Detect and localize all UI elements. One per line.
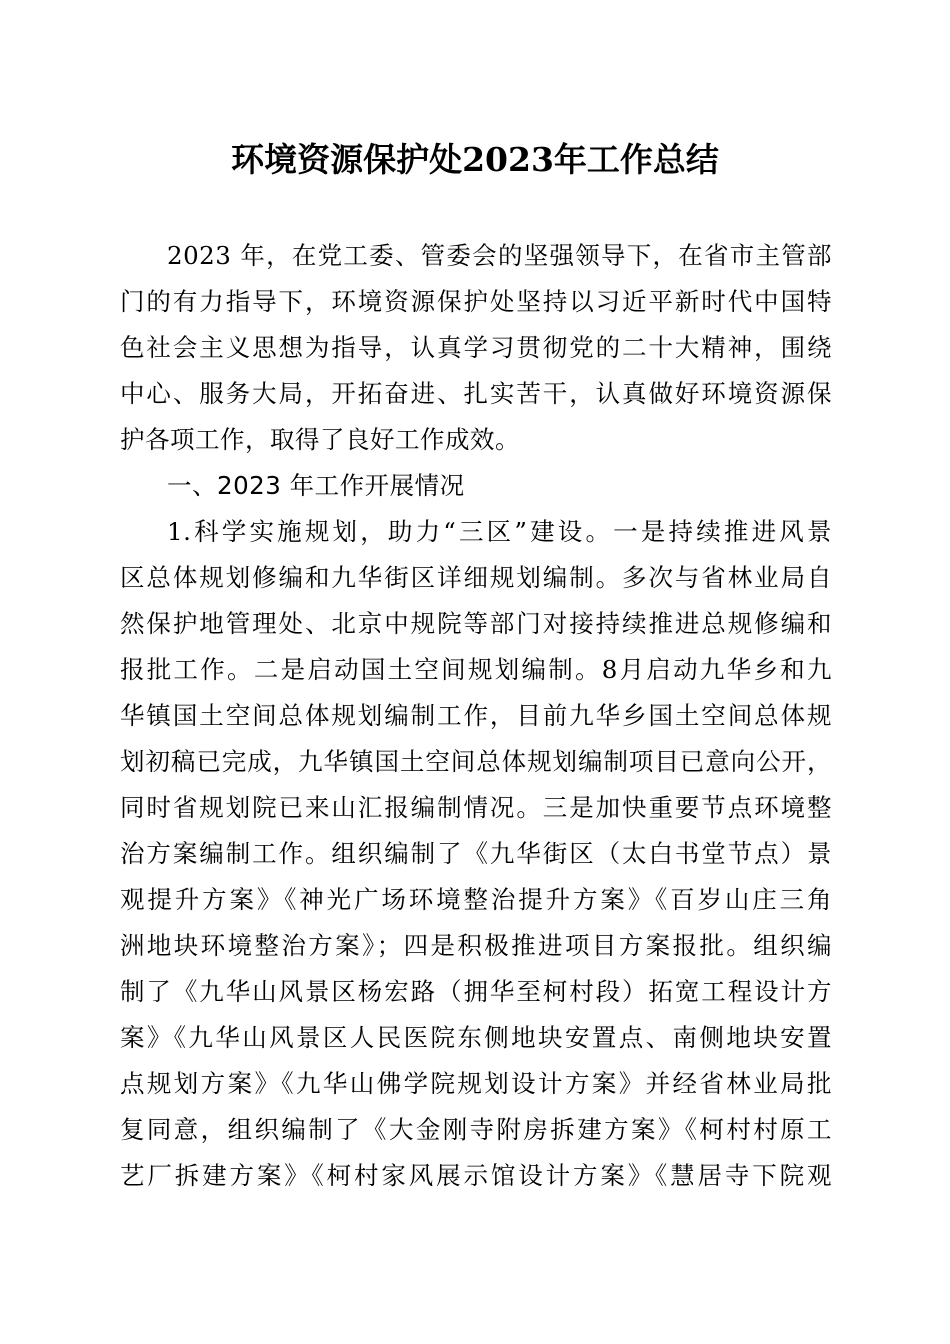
paragraph-line: 报批工作。二是启动国土空间规划编制。8月启动九华乡和九: [120, 655, 832, 684]
paragraph-line: 2023 年，在党工委、管委会的坚强领导下，在省市主管部: [167, 241, 832, 270]
paragraph-line: 中心、服务大局，开拓奋进、扎实苦干，认真做好环境资源保: [120, 379, 832, 408]
paragraph-line: 然保护地管理处、北京中规院等部门对接持续推进总规修编和: [120, 609, 832, 638]
paragraph-line: 治方案编制工作。组织编制了《九华街区（太白书堂节点）景: [120, 839, 832, 868]
paragraph-line: 案》《九华山风景区人民医院东侧地块安置点、南侧地块安置: [120, 1023, 832, 1052]
paragraph-line: 华镇国土空间总体规划编制工作，目前九华乡国土空间总体规: [120, 701, 832, 730]
paragraph-line: 同时省规划院已来山汇报编制情况。三是加快重要节点环境整: [120, 793, 832, 822]
paragraph-line: 制了《九华山风景区杨宏路（拥华至柯村段）拓宽工程设计方: [120, 977, 832, 1006]
paragraph-line: 区总体规划修编和九华街区详细规划编制。多次与省林业局自: [120, 563, 832, 592]
paragraph-line: 点规划方案》《九华山佛学院规划设计方案》并经省林业局批: [120, 1069, 832, 1098]
document-title: 环境资源保护处2023年工作总结: [231, 140, 719, 179]
section-heading: 一、2023 年工作开展情况: [167, 471, 465, 500]
paragraph-line: 艺厂拆建方案》《柯村家风展示馆设计方案》《慧居寺下院观: [120, 1161, 832, 1190]
paragraph-line: 护各项工作，取得了良好工作成效。: [120, 425, 520, 454]
paragraph-line: 色社会主义思想为指导，认真学习贯彻党的二十大精神，围绕: [120, 333, 832, 362]
paragraph-line: 洲地块环境整治方案》；四是积极推进项目方案报批。组织编: [120, 931, 832, 960]
paragraph-line: 划初稿已完成，九华镇国土空间总体规划编制项目已意向公开，: [120, 747, 832, 776]
paragraph-line: 门的有力指导下，环境资源保护处坚持以习近平新时代中国特: [120, 287, 832, 316]
paragraph-line: 1.科学实施规划，助力“三区”建设。一是持续推进风景: [167, 517, 832, 546]
paragraph-line: 观提升方案》《神光广场环境整治提升方案》《百岁山庄三角: [120, 885, 832, 914]
paragraph-line: 复同意，组织编制了《大金刚寺附房拆建方案》《柯村村原工: [120, 1115, 832, 1144]
